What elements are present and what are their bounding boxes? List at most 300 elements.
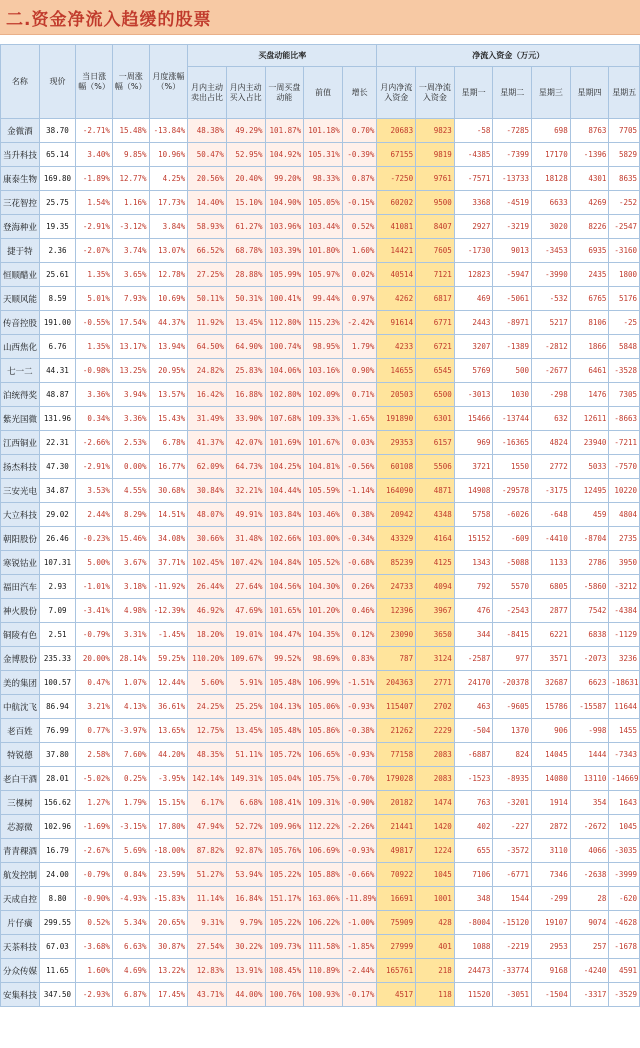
thu-flow-cell: 8763 <box>570 119 609 143</box>
mon-flow-cell: 15466 <box>454 407 493 431</box>
mon-flow-cell: 15152 <box>454 527 493 551</box>
mon-flow-cell: 348 <box>454 887 493 911</box>
day-change-cell: 5.01% <box>76 287 113 311</box>
week-net-flow-cell: 401 <box>416 935 455 959</box>
thu-flow-cell: 12611 <box>570 407 609 431</box>
tue-flow-cell: -16365 <box>493 431 532 455</box>
week-buy-power-cell: 104.44% <box>265 479 304 503</box>
month-change-cell: 3.84% <box>149 215 188 239</box>
day-change-cell: -2.66% <box>76 431 113 455</box>
price-cell: 131.96 <box>39 407 76 431</box>
mon-flow-cell: -504 <box>454 719 493 743</box>
week-net-flow-cell: 1045 <box>416 863 455 887</box>
buy-in-ratio-cell: 25.83% <box>226 359 265 383</box>
wed-flow-cell: 5217 <box>532 311 571 335</box>
thu-flow-cell: -2672 <box>570 815 609 839</box>
tue-flow-cell: -15120 <box>493 911 532 935</box>
price-cell: 25.61 <box>39 263 76 287</box>
prev-value-cell: 105.88% <box>304 863 343 887</box>
wed-flow-cell: 14045 <box>532 743 571 767</box>
fri-flow-cell: -2547 <box>609 215 640 239</box>
prev-value-cell: 163.06% <box>304 887 343 911</box>
price-cell: 44.31 <box>39 359 76 383</box>
week-buy-power-cell: 105.22% <box>265 911 304 935</box>
thu-flow-cell: 6935 <box>570 239 609 263</box>
day-change-cell: -2.71% <box>76 119 113 143</box>
growth-cell: 0.97% <box>342 287 377 311</box>
prev-value-cell: 101.18% <box>304 119 343 143</box>
stock-name-cell: 大立科技 <box>1 503 40 527</box>
buy-in-ratio-cell: 20.40% <box>226 167 265 191</box>
wed-flow-cell: 2772 <box>532 455 571 479</box>
buy-in-ratio-cell: 31.48% <box>226 527 265 551</box>
day-change-cell: 1.54% <box>76 191 113 215</box>
stock-name-cell: 扬杰科技 <box>1 455 40 479</box>
stock-name-cell: 铜陵有色 <box>1 623 40 647</box>
fri-flow-cell: 4591 <box>609 959 640 983</box>
thu-flow-cell: 28 <box>570 887 609 911</box>
day-change-cell: 3.53% <box>76 479 113 503</box>
stock-name-cell: 天茶科技 <box>1 935 40 959</box>
thu-flow-cell: -2073 <box>570 647 609 671</box>
week-change-cell: 0.00% <box>112 455 149 479</box>
tue-flow-cell: 9013 <box>493 239 532 263</box>
price-cell: 29.02 <box>39 503 76 527</box>
buy-in-ratio-cell: 92.87% <box>226 839 265 863</box>
tue-flow-cell: 824 <box>493 743 532 767</box>
buy-in-ratio-cell: 64.90% <box>226 335 265 359</box>
buy-out-ratio-cell: 48.35% <box>188 743 227 767</box>
price-cell: 76.99 <box>39 719 76 743</box>
week-buy-power-cell: 99.20% <box>265 167 304 191</box>
fri-flow-cell: 1643 <box>609 791 640 815</box>
week-net-flow-cell: 6721 <box>416 335 455 359</box>
mon-flow-cell: 1088 <box>454 935 493 959</box>
wed-flow-cell: 32687 <box>532 671 571 695</box>
buy-in-ratio-cell: 42.07% <box>226 431 265 455</box>
day-change-cell: -3.41% <box>76 599 113 623</box>
stock-name-cell: 泊统得奖 <box>1 383 40 407</box>
table-row <box>1 527 640 551</box>
buy-out-ratio-cell: 12.83% <box>188 959 227 983</box>
thu-flow-cell: -2638 <box>570 863 609 887</box>
stock-table <box>0 44 640 1007</box>
month-net-flow-cell: 165761 <box>377 959 416 983</box>
prev-value-cell: 103.44% <box>304 215 343 239</box>
month-change-cell: 34.08% <box>149 527 188 551</box>
mon-flow-cell: 24473 <box>454 959 493 983</box>
growth-cell: 0.90% <box>342 359 377 383</box>
price-cell: 102.96 <box>39 815 76 839</box>
price-cell: 100.57 <box>39 671 76 695</box>
buy-out-ratio-cell: 27.25% <box>188 263 227 287</box>
week-buy-power-cell: 104.84% <box>265 551 304 575</box>
buy-in-ratio-cell: 5.91% <box>226 671 265 695</box>
growth-cell: -0.34% <box>342 527 377 551</box>
header-month-change: 月度涨幅（%） <box>149 45 188 119</box>
price-cell: 26.46 <box>39 527 76 551</box>
month-net-flow-cell: 70922 <box>377 863 416 887</box>
thu-flow-cell: 12495 <box>570 479 609 503</box>
buy-in-ratio-cell: 32.21% <box>226 479 265 503</box>
week-net-flow-cell: 2702 <box>416 695 455 719</box>
prev-value-cell: 105.06% <box>304 695 343 719</box>
wed-flow-cell: 18128 <box>532 167 571 191</box>
buy-out-ratio-cell: 16.42% <box>188 383 227 407</box>
month-change-cell: 20.95% <box>149 359 188 383</box>
tue-flow-cell: -2543 <box>493 599 532 623</box>
table-row <box>1 407 640 431</box>
prev-value-cell: 103.16% <box>304 359 343 383</box>
buy-out-ratio-cell: 24.82% <box>188 359 227 383</box>
week-change-cell: 13.25% <box>112 359 149 383</box>
week-buy-power-cell: 104.06% <box>265 359 304 383</box>
stock-name-cell: 三花智控 <box>1 191 40 215</box>
month-change-cell: 17.80% <box>149 815 188 839</box>
prev-value-cell: 115.23% <box>304 311 343 335</box>
day-change-cell: 3.21% <box>76 695 113 719</box>
stock-name-cell: 老白干酒 <box>1 767 40 791</box>
table-row <box>1 983 640 1007</box>
wed-flow-cell: 14080 <box>532 767 571 791</box>
mon-flow-cell: 24170 <box>454 671 493 695</box>
week-buy-power-cell: 105.48% <box>265 671 304 695</box>
buy-in-ratio-cell: 13.45% <box>226 719 265 743</box>
buy-out-ratio-cell: 12.75% <box>188 719 227 743</box>
wed-flow-cell: 19107 <box>532 911 571 935</box>
week-net-flow-cell: 1420 <box>416 815 455 839</box>
price-cell: 11.65 <box>39 959 76 983</box>
buy-in-ratio-cell: 109.67% <box>226 647 265 671</box>
buy-in-ratio-cell: 52.95% <box>226 143 265 167</box>
prev-value-cell: 105.31% <box>304 143 343 167</box>
wed-flow-cell: -3175 <box>532 479 571 503</box>
stock-name-cell: 金微酒 <box>1 119 40 143</box>
week-net-flow-cell: 118 <box>416 983 455 1007</box>
growth-cell: 0.83% <box>342 647 377 671</box>
stock-name-cell: 神火股份 <box>1 599 40 623</box>
tue-flow-cell: 500 <box>493 359 532 383</box>
week-buy-power-cell: 101.65% <box>265 599 304 623</box>
fri-flow-cell: -4628 <box>609 911 640 935</box>
fri-flow-cell: 10220 <box>609 479 640 503</box>
week-buy-power-cell: 105.72% <box>265 743 304 767</box>
wed-flow-cell: 698 <box>532 119 571 143</box>
tue-flow-cell: -609 <box>493 527 532 551</box>
price-cell: 6.76 <box>39 335 76 359</box>
buy-in-ratio-cell: 64.73% <box>226 455 265 479</box>
prev-value-cell: 105.05% <box>304 191 343 215</box>
mon-flow-cell: 5769 <box>454 359 493 383</box>
growth-cell: 0.03% <box>342 431 377 455</box>
wed-flow-cell: 3571 <box>532 647 571 671</box>
prev-value-cell: 102.09% <box>304 383 343 407</box>
table-row <box>1 431 640 455</box>
week-net-flow-cell: 4348 <box>416 503 455 527</box>
price-cell: 8.59 <box>39 287 76 311</box>
wed-flow-cell: 7346 <box>532 863 571 887</box>
month-net-flow-cell: 49817 <box>377 839 416 863</box>
growth-cell: -0.93% <box>342 695 377 719</box>
month-change-cell: 59.25% <box>149 647 188 671</box>
price-cell: 38.70 <box>39 119 76 143</box>
table-row <box>1 767 640 791</box>
stock-name-cell: 天顺风能 <box>1 287 40 311</box>
thu-flow-cell: 4301 <box>570 167 609 191</box>
week-change-cell: 7.93% <box>112 287 149 311</box>
wed-flow-cell: 17170 <box>532 143 571 167</box>
thu-flow-cell: 1866 <box>570 335 609 359</box>
month-change-cell: 44.20% <box>149 743 188 767</box>
tue-flow-cell: 5570 <box>493 575 532 599</box>
week-change-cell: 13.17% <box>112 335 149 359</box>
week-buy-power-cell: 103.39% <box>265 239 304 263</box>
month-change-cell: 23.59% <box>149 863 188 887</box>
tue-flow-cell: -5088 <box>493 551 532 575</box>
mon-flow-cell: 7106 <box>454 863 493 887</box>
tue-flow-cell: -5947 <box>493 263 532 287</box>
month-net-flow-cell: 179028 <box>377 767 416 791</box>
day-change-cell: 5.00% <box>76 551 113 575</box>
wed-flow-cell: 6221 <box>532 623 571 647</box>
week-net-flow-cell: 2229 <box>416 719 455 743</box>
stock-name-cell: 安集科技 <box>1 983 40 1007</box>
wed-flow-cell: -4410 <box>532 527 571 551</box>
table-row <box>1 719 640 743</box>
week-change-cell: -3.12% <box>112 215 149 239</box>
growth-cell: 0.38% <box>342 503 377 527</box>
growth-cell: -0.38% <box>342 719 377 743</box>
week-change-cell: 3.36% <box>112 407 149 431</box>
week-net-flow-cell: 2083 <box>416 743 455 767</box>
header-group-ratio: 买盘动能比率 <box>188 45 377 67</box>
table-row <box>1 671 640 695</box>
growth-cell: -0.70% <box>342 767 377 791</box>
month-net-flow-cell: -7250 <box>377 167 416 191</box>
month-net-flow-cell: 75909 <box>377 911 416 935</box>
month-net-flow-cell: 4233 <box>377 335 416 359</box>
buy-in-ratio-cell: 51.11% <box>226 743 265 767</box>
week-net-flow-cell: 218 <box>416 959 455 983</box>
month-net-flow-cell: 21262 <box>377 719 416 743</box>
thu-flow-cell: 459 <box>570 503 609 527</box>
week-net-flow-cell: 6817 <box>416 287 455 311</box>
week-buy-power-cell: 104.90% <box>265 191 304 215</box>
day-change-cell: 0.52% <box>76 911 113 935</box>
tue-flow-cell: -33774 <box>493 959 532 983</box>
price-cell: 65.14 <box>39 143 76 167</box>
week-net-flow-cell: 6301 <box>416 407 455 431</box>
month-change-cell: 15.43% <box>149 407 188 431</box>
buy-in-ratio-cell: 13.91% <box>226 959 265 983</box>
day-change-cell: -0.23% <box>76 527 113 551</box>
table-row <box>1 383 640 407</box>
week-change-cell: 6.63% <box>112 935 149 959</box>
table-row <box>1 887 640 911</box>
mon-flow-cell: 3368 <box>454 191 493 215</box>
tue-flow-cell: -8935 <box>493 767 532 791</box>
day-change-cell: 1.60% <box>76 959 113 983</box>
thu-flow-cell: 1476 <box>570 383 609 407</box>
month-net-flow-cell: 91614 <box>377 311 416 335</box>
tue-flow-cell: -7399 <box>493 143 532 167</box>
table-row <box>1 455 640 479</box>
fri-flow-cell: 2735 <box>609 527 640 551</box>
month-change-cell: 30.87% <box>149 935 188 959</box>
growth-cell: -0.17% <box>342 983 377 1007</box>
month-net-flow-cell: 20942 <box>377 503 416 527</box>
month-change-cell: 12.44% <box>149 671 188 695</box>
fri-flow-cell: -18631 <box>609 671 640 695</box>
week-change-cell: 1.07% <box>112 671 149 695</box>
mon-flow-cell: 11520 <box>454 983 493 1007</box>
month-net-flow-cell: 67155 <box>377 143 416 167</box>
day-change-cell: -3.68% <box>76 935 113 959</box>
prev-value-cell: 98.95% <box>304 335 343 359</box>
prev-value-cell: 106.69% <box>304 839 343 863</box>
month-net-flow-cell: 60202 <box>377 191 416 215</box>
tue-flow-cell: -3219 <box>493 215 532 239</box>
growth-cell: -1.51% <box>342 671 377 695</box>
growth-cell: -0.66% <box>342 863 377 887</box>
mon-flow-cell: 14908 <box>454 479 493 503</box>
week-net-flow-cell: 1224 <box>416 839 455 863</box>
header-tue: 星期二 <box>493 67 532 119</box>
stock-name-cell: 福田汽车 <box>1 575 40 599</box>
week-change-cell: 7.60% <box>112 743 149 767</box>
month-change-cell: 30.68% <box>149 479 188 503</box>
buy-out-ratio-cell: 41.37% <box>188 431 227 455</box>
buy-out-ratio-cell: 26.44% <box>188 575 227 599</box>
day-change-cell: -2.91% <box>76 215 113 239</box>
buy-out-ratio-cell: 9.31% <box>188 911 227 935</box>
week-net-flow-cell: 9761 <box>416 167 455 191</box>
week-net-flow-cell: 9823 <box>416 119 455 143</box>
header-week-change: 一周涨幅（%） <box>112 45 149 119</box>
week-buy-power-cell: 108.41% <box>265 791 304 815</box>
month-net-flow-cell: 4517 <box>377 983 416 1007</box>
fri-flow-cell: -14669 <box>609 767 640 791</box>
wed-flow-cell: 9168 <box>532 959 571 983</box>
buy-out-ratio-cell: 30.84% <box>188 479 227 503</box>
week-buy-power-cell: 102.66% <box>265 527 304 551</box>
thu-flow-cell: 354 <box>570 791 609 815</box>
wed-flow-cell: -298 <box>532 383 571 407</box>
week-net-flow-cell: 3650 <box>416 623 455 647</box>
table-row <box>1 743 640 767</box>
week-net-flow-cell: 1001 <box>416 887 455 911</box>
thu-flow-cell: -3317 <box>570 983 609 1007</box>
mon-flow-cell: 969 <box>454 431 493 455</box>
table-row <box>1 359 640 383</box>
month-change-cell: -18.00% <box>149 839 188 863</box>
price-cell: 47.30 <box>39 455 76 479</box>
thu-flow-cell: 7542 <box>570 599 609 623</box>
spacer <box>0 35 640 44</box>
buy-in-ratio-cell: 6.68% <box>226 791 265 815</box>
week-buy-power-cell: 104.92% <box>265 143 304 167</box>
fri-flow-cell: -620 <box>609 887 640 911</box>
mon-flow-cell: -3013 <box>454 383 493 407</box>
day-change-cell: 2.44% <box>76 503 113 527</box>
mon-flow-cell: 1343 <box>454 551 493 575</box>
buy-out-ratio-cell: 51.27% <box>188 863 227 887</box>
week-buy-power-cell: 104.13% <box>265 695 304 719</box>
tue-flow-cell: -8415 <box>493 623 532 647</box>
buy-out-ratio-cell: 24.25% <box>188 695 227 719</box>
header-mon: 星期一 <box>454 67 493 119</box>
price-cell: 16.79 <box>39 839 76 863</box>
thu-flow-cell: 13110 <box>570 767 609 791</box>
month-change-cell: 10.96% <box>149 143 188 167</box>
wed-flow-cell: -3990 <box>532 263 571 287</box>
thu-flow-cell: 8106 <box>570 311 609 335</box>
week-change-cell: 1.79% <box>112 791 149 815</box>
month-change-cell: 13.94% <box>149 335 188 359</box>
price-cell: 22.31 <box>39 431 76 455</box>
buy-in-ratio-cell: 27.64% <box>226 575 265 599</box>
month-change-cell: 20.65% <box>149 911 188 935</box>
day-change-cell: -0.79% <box>76 863 113 887</box>
header-buy-in: 月内主动买入占比 <box>226 67 265 119</box>
fri-flow-cell: 7305 <box>609 383 640 407</box>
mon-flow-cell: 463 <box>454 695 493 719</box>
buy-out-ratio-cell: 66.52% <box>188 239 227 263</box>
tue-flow-cell: -9605 <box>493 695 532 719</box>
buy-out-ratio-cell: 31.49% <box>188 407 227 431</box>
tue-flow-cell: -13733 <box>493 167 532 191</box>
prev-value-cell: 104.30% <box>304 575 343 599</box>
week-buy-power-cell: 103.96% <box>265 215 304 239</box>
table-row <box>1 647 640 671</box>
mon-flow-cell: -2587 <box>454 647 493 671</box>
fri-flow-cell: 8635 <box>609 167 640 191</box>
week-net-flow-cell: 4094 <box>416 575 455 599</box>
section-title-bar <box>0 0 640 35</box>
week-buy-power-cell: 151.17% <box>265 887 304 911</box>
tue-flow-cell: -6771 <box>493 863 532 887</box>
growth-cell: -2.44% <box>342 959 377 983</box>
month-net-flow-cell: 787 <box>377 647 416 671</box>
buy-in-ratio-cell: 68.78% <box>226 239 265 263</box>
tue-flow-cell: -3201 <box>493 791 532 815</box>
month-change-cell: 17.73% <box>149 191 188 215</box>
month-net-flow-cell: 29353 <box>377 431 416 455</box>
table-row <box>1 839 640 863</box>
prev-value-cell: 103.00% <box>304 527 343 551</box>
stock-name-cell: 青青稞酒 <box>1 839 40 863</box>
stock-name-cell: 中航沈飞 <box>1 695 40 719</box>
table-row <box>1 935 640 959</box>
buy-in-ratio-cell: 149.31% <box>226 767 265 791</box>
tue-flow-cell: -227 <box>493 815 532 839</box>
table-row <box>1 119 640 143</box>
mon-flow-cell: -1730 <box>454 239 493 263</box>
table-row <box>1 167 640 191</box>
mon-flow-cell: 5758 <box>454 503 493 527</box>
mon-flow-cell: -1523 <box>454 767 493 791</box>
prev-value-cell: 101.80% <box>304 239 343 263</box>
month-change-cell: 37.71% <box>149 551 188 575</box>
month-change-cell: 4.25% <box>149 167 188 191</box>
month-net-flow-cell: 16691 <box>377 887 416 911</box>
growth-cell: -1.85% <box>342 935 377 959</box>
table-row <box>1 263 640 287</box>
table-row <box>1 551 640 575</box>
fri-flow-cell: -252 <box>609 191 640 215</box>
month-change-cell: 13.65% <box>149 719 188 743</box>
buy-out-ratio-cell: 11.14% <box>188 887 227 911</box>
